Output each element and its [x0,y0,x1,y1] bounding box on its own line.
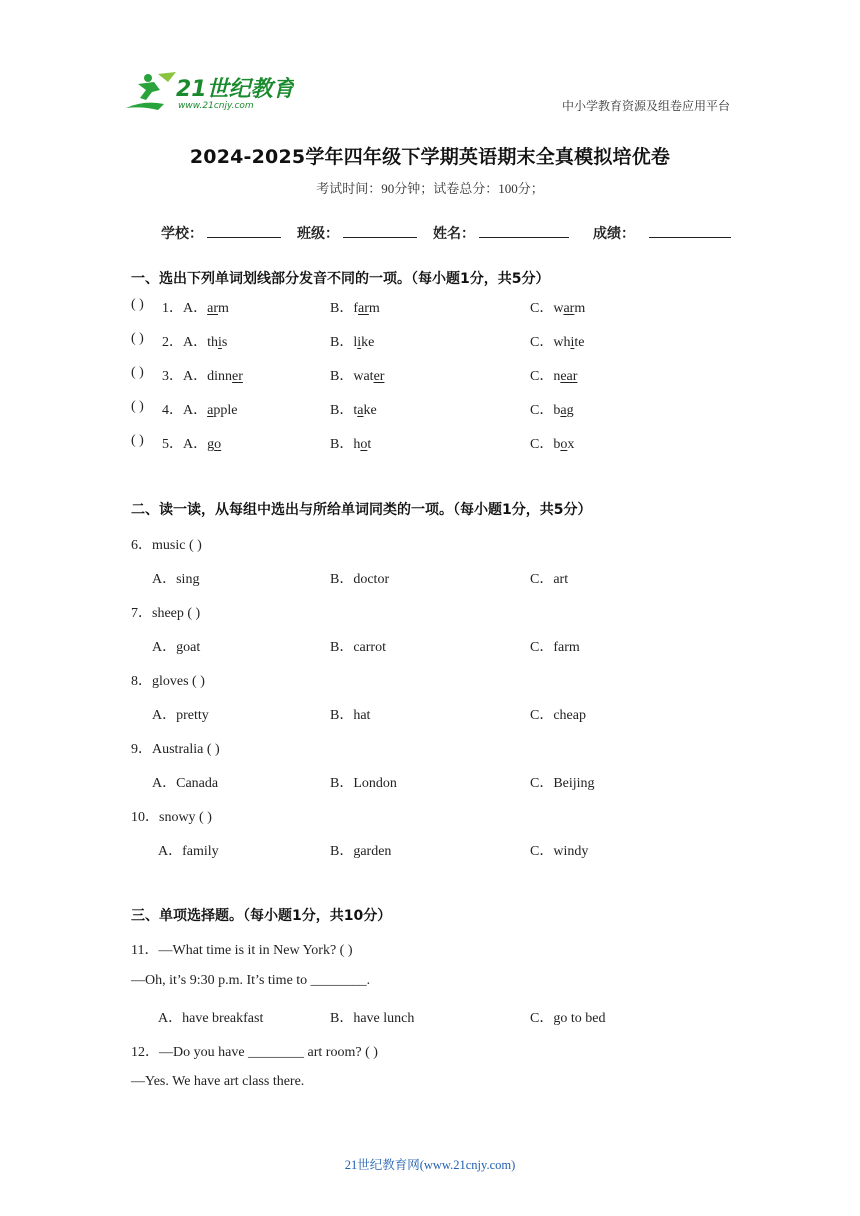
underlined-part: ar [358,301,369,316]
word-part: x [567,437,575,452]
word-part: pple [213,403,238,418]
question-6-option-b[interactable]: B．doctor [330,572,390,587]
underlined-part: i [357,335,362,350]
question-10-option-b[interactable]: B．garden [330,844,392,859]
question-1-option-a[interactable] [183,297,229,317]
question-7-option-a[interactable]: A．goat [152,640,201,655]
runner-logo-icon [124,70,294,114]
option-letter: C． [530,301,554,316]
underlined-part: er [232,369,243,384]
answer-paren[interactable]: ( ) [131,433,144,448]
question-4-option-c[interactable] [530,399,574,419]
logo-url-text: www.21cnjy.com [178,101,254,111]
answer-blank[interactable] [131,365,144,381]
question-2-option-c[interactable] [530,331,584,351]
underlined-part: ar [563,301,575,316]
underlined-part: a [207,403,214,418]
question-1-number [162,297,183,317]
answer-blank[interactable] [131,297,144,313]
name-blank[interactable] [479,223,569,238]
answer-paren[interactable]: ( ) [131,331,144,346]
class-field[interactable]: 班级： [297,223,417,243]
word-part: ke [363,403,377,418]
word-part: w [553,301,564,316]
option-letter: C． [530,437,554,452]
word-part: g [566,403,574,418]
question-4-option-a[interactable] [183,399,237,419]
question-9-option-a[interactable]: A．Canada [152,776,219,791]
option-letter: B． [330,301,354,316]
question-number: 2． [162,335,183,350]
question-6-stem: 6．music ( ) [131,538,202,553]
question-12-dialogue: —Yes. We have art class there. [131,1074,305,1089]
question-8-option-c[interactable]: C．cheap [530,708,586,723]
underlined-part: er [373,369,385,384]
word-part: t [367,437,372,452]
question-7-stem: 7．sheep ( ) [131,606,201,621]
word-part: dinn [207,369,233,384]
footer-link[interactable]: 21世纪教育网(www.21cnjy.com) [344,1158,516,1172]
option-letter: C． [530,335,554,350]
word-part: t [353,403,358,418]
word-part: wh [553,335,571,350]
option-letter: A． [183,301,208,316]
option-letter: A． [183,437,208,452]
word-part: m [574,301,586,316]
school-blank[interactable] [207,223,281,238]
question-11-option-b[interactable]: B．have lunch [330,1011,415,1026]
question-3-option-b[interactable] [330,365,384,385]
word-part: m [218,301,229,316]
question-4-option-b[interactable] [330,399,377,419]
option-letter: C． [530,403,554,418]
question-11-dialogue: —Oh, it’s 9:30 p.m. It’s time to ________. [131,973,371,988]
question-2-option-b[interactable] [330,331,374,351]
question-5-option-b[interactable] [330,433,371,453]
word-part: b [553,437,561,452]
score-field[interactable]: 成绩： [593,223,731,243]
option-letter: B． [330,403,354,418]
answer-blank[interactable] [131,399,144,415]
answer-paren[interactable]: ( ) [131,365,144,380]
underlined-part: o [560,437,568,452]
logo-text: 21世纪教育 [176,77,294,102]
word-part: wat [353,369,374,384]
question-11-stem: 11．—What time is it in New York? ( ) [131,943,353,958]
word-part: s [221,335,228,350]
section2-heading: 二、读一读，从每组中选出与所给单词同类的一项。（每小题1分，共5分） [131,502,592,518]
section1-heading: 一、选出下列单词划线部分发音不同的一项。（每小题1分，共5分） [131,271,550,287]
question-12-stem: 12．—Do you have ________ art room? ( ) [131,1045,378,1060]
school-field[interactable]: 学校： [161,223,281,243]
underlined-part: ear [560,369,578,384]
question-10-option-a[interactable]: A．family [158,844,219,859]
question-7-option-b[interactable]: B．carrot [330,640,386,655]
option-letter: A． [183,335,208,350]
option-letter: B． [330,369,354,384]
option-letter: A． [183,369,208,384]
question-1-option-c[interactable] [530,297,585,317]
platform-text: 中小学教育资源及组卷应用平台 [561,99,730,113]
question-number: 5． [162,437,183,452]
question-3-option-c[interactable] [530,365,577,385]
underlined-part: o [360,437,368,452]
question-4-number [162,399,183,419]
question-number: 1． [162,301,183,316]
question-10-option-c[interactable]: C．windy [530,844,589,859]
question-9-stem: 9．Australia ( ) [131,742,220,757]
option-letter: A． [183,403,208,418]
answer-paren[interactable]: ( ) [131,297,144,312]
page-title: 2024-2025学年四年级下学期英语期末全真模拟培优卷 [189,146,671,168]
underlined-part: ar [207,301,219,316]
underlined-part: i [570,335,575,350]
question-5-option-a[interactable] [183,433,221,453]
question-8-stem: 8．gloves ( ) [131,674,205,689]
question-1-option-b[interactable] [330,297,380,317]
word-part: h [353,437,361,452]
question-number: 3． [162,369,183,384]
question-6-option-c[interactable]: C．art [530,572,569,587]
word-part: th [207,335,219,350]
question-2-number [162,331,183,351]
question-11-option-c[interactable]: C．go to bed [530,1011,606,1026]
option-letter: B． [330,437,354,452]
question-3-number [162,365,183,385]
underlined-part: a [560,403,567,418]
question-8-option-b[interactable]: B．hat [330,708,371,723]
question-11-option-a[interactable]: A．have breakfast [158,1011,264,1026]
question-number: 4． [162,403,183,418]
word-part: ke [361,335,375,350]
word-part: b [553,403,561,418]
word-part: f [353,301,359,316]
question-6-option-a[interactable]: A．sing [152,572,200,587]
question-9-option-b[interactable]: B．London [330,776,397,791]
word-part: n [553,369,561,384]
question-7-option-c[interactable]: C．farm [530,640,580,655]
question-2-option-a[interactable] [183,331,227,351]
question-9-option-c[interactable]: C．Beijing [530,776,595,791]
logo [124,70,294,114]
underlined-part: a [357,403,364,418]
score-blank[interactable] [649,223,731,238]
question-8-option-a[interactable]: A．pretty [152,708,209,723]
option-letter: B． [330,335,354,350]
question-5-number [162,433,183,453]
class-blank[interactable] [343,223,417,238]
option-letter: C． [530,369,554,384]
word-part: g [207,437,215,452]
section3-heading: 三、单项选择题。（每小题1分，共10分） [131,908,392,924]
word-part: te [574,335,585,350]
name-field[interactable]: 姓名： [433,223,569,243]
exam-meta: 考试时间：90分钟；试卷总分：100分； [316,181,544,196]
question-10-stem: 10．snowy ( ) [131,810,212,825]
answer-blank[interactable] [131,433,144,449]
answer-blank[interactable] [131,331,144,347]
question-3-option-a[interactable] [183,365,243,385]
word-part: l [353,335,358,350]
word-part: m [368,301,380,316]
answer-paren[interactable]: ( ) [131,399,144,414]
question-5-option-c[interactable] [530,433,574,453]
underlined-part: o [214,437,222,452]
underlined-part: i [218,335,222,350]
